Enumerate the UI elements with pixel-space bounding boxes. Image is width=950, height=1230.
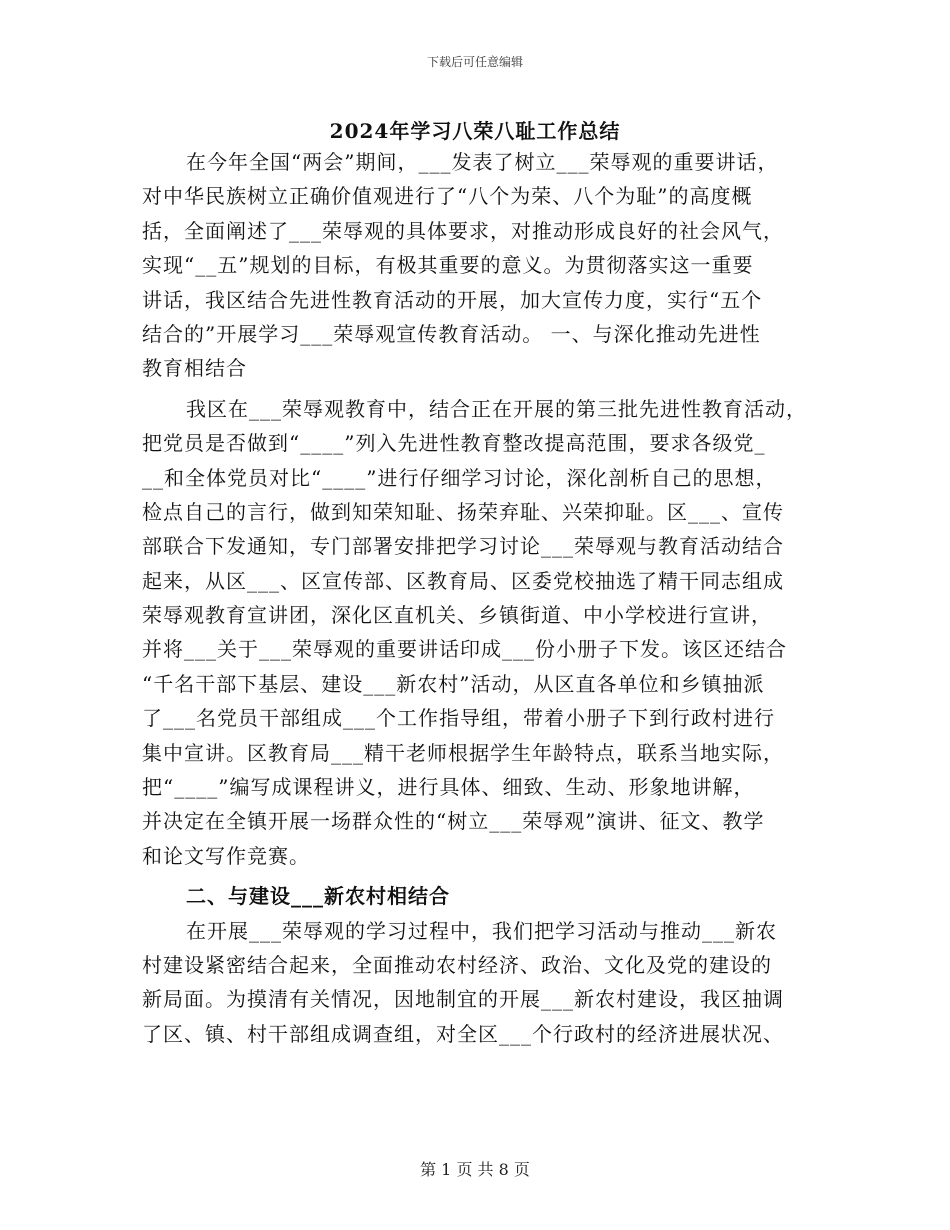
page-number: 第 1 页 共 8 页 [420, 1160, 530, 1179]
section-heading: 二、与建设___新农村相结合 [186, 884, 450, 909]
paragraph-line: 在开展___荣辱观的学习过程中，我们把学习活动与推动___新农 [186, 918, 777, 943]
paragraph-line: 把“____”编写成课程讲义，进行具体、细致、生动、形象地讲解， [142, 775, 755, 800]
paragraph-line: 了区、镇、村干部组成调查组，对全区___个行政村的经济进展状况、 [142, 1021, 784, 1046]
paragraph-line: 部联合下发通知，专门部署安排把学习讨论___荣辱观与教育活动结合 [142, 534, 784, 559]
paragraph-3 [142, 914, 832, 1052]
paragraph-line: “千名干部下基层、建设___新农村”活动，从区直各单位和乡镇抽派 [142, 671, 765, 696]
paragraph-line: 检点自己的言行，做到知荣知耻、扬荣弃耻、兴荣抑耻。区___、宣传 [142, 499, 784, 524]
paragraph-line: 括，全面阐述了___荣辱观的具体要求，对推动形成良好的社会风气， [142, 218, 784, 243]
paragraph-line: 荣辱观教育宣讲团，深化区直机关、乡镇街道、中小学校进行宣讲， [142, 603, 772, 628]
document-title: 2024年学习八荣八耻工作总结 [329, 119, 621, 143]
paragraph-line: 起来，从区___、区宣传部、区教育局、区委党校抽选了精干同志组成 [142, 568, 784, 593]
paragraph-line: 讲话，我区结合先进性教育活动的开展，加大宣传力度，实行“五个 [142, 287, 763, 312]
paragraph-line: 了___名党员干部组成___个工作指导组，带着小册子下到行政村进行 [142, 706, 775, 731]
paragraph-line: 我区在___荣辱观教育中，结合正在开展的第三批先进性教育活动， [186, 396, 807, 421]
paragraph-line: 在今年全国“两会”期间，___发表了树立___荣辱观的重要讲话， [186, 150, 779, 174]
paragraph-1 [142, 145, 832, 386]
paragraph-line: 村建设紧密结合起来，全面推动农村经济、政治、文化及党的建设的 [142, 952, 772, 977]
paragraph-line: 并将___关于___荣辱观的重要讲话印成___份小册子下发。该区还结合 [142, 637, 787, 662]
paragraph-line: 和论文写作竞赛。 [142, 843, 310, 868]
paragraph-line: 把党员是否做到“____”列入先进性教育整改提高范围，要求各级党_ [142, 431, 766, 456]
document-body [142, 145, 832, 1051]
paragraph-line: 结合的”开展学习___荣辱观宣传教育活动。 一、与深化推动先进性 [142, 321, 761, 346]
paragraph-line: __和全体党员对比“____”进行仔细学习讨论，深化剖析自己的思想， [142, 465, 777, 490]
paragraph-2 [142, 392, 832, 873]
paragraph-line: 集中宣讲。区教育局___精干老师根据学生年龄特点，联系当地实际， [142, 740, 784, 765]
paragraph-line: 教育相结合 [142, 356, 247, 381]
paragraph-line: 并决定在全镇开展一场群众性的“树立___荣辱观”演讲、征文、教学 [142, 809, 765, 834]
header-note: 下载后可任意编辑 [426, 55, 523, 69]
paragraph-line: 对中华民族树立正确价值观进行了“八个为荣、八个为耻”的高度概 [142, 184, 753, 209]
paragraph-line: 实现“__五”规划的目标，有极其重要的意义。为贯彻落实这一重要 [142, 253, 754, 278]
paragraph-line: 新局面。为摸清有关情况，因地制宜的开展___新农村建设，我区抽调 [142, 987, 784, 1012]
